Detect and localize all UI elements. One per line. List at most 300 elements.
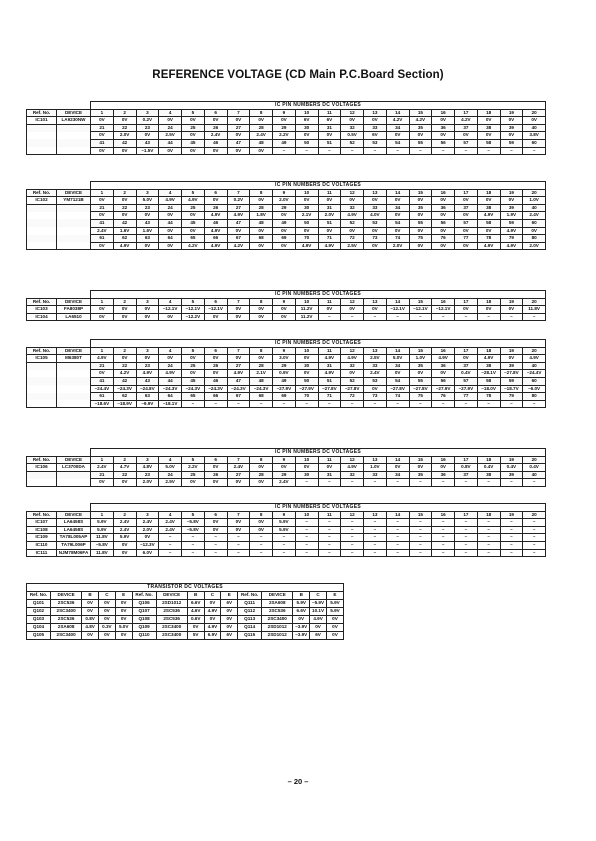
pin-voltage: 0V [273,212,296,220]
pin-number: 31 [318,471,341,479]
pin-voltage: 0V [227,526,250,534]
pin-voltage: 0V [159,242,182,250]
device-empty [57,219,91,227]
pin-voltage: 0.2V [136,117,159,125]
pin-voltage: 3.0V [273,355,296,363]
column-header: B [293,592,310,600]
pin-voltage: 0V [364,227,387,235]
pin-number: 57 [455,377,478,385]
pin-voltage: 0V [273,227,296,235]
pin-voltage: – [159,549,182,557]
pin-voltage: 0V [136,132,159,140]
pin-voltage: – [432,400,455,408]
table-header-blank [27,504,91,512]
pin-voltage: 0V [91,117,114,125]
ref-no: IC111 [27,549,57,557]
pin-voltage: 0V [227,132,250,140]
pin-number: 18 [477,298,500,306]
device-name: TA79L006P [57,541,91,549]
terminal-voltage: 0V [326,616,343,624]
device-name: 2SD1012 [156,600,187,608]
pin-voltage: 0V [273,313,296,321]
ref-no-header: Ref. No. [27,347,57,355]
pin-voltage: – [477,400,500,408]
pin-voltage: 0V [386,464,409,472]
pin-voltage: 0V [455,242,478,250]
pin-voltage: 2.4V [91,227,114,235]
device-name: 2SD1012 [262,632,293,640]
pin-voltage: – [409,400,432,408]
pin-number: 27 [227,362,250,370]
pin-voltage: 4.9V [295,242,318,250]
pin-number: 40 [523,362,546,370]
pin-number: 34 [386,362,409,370]
pin-voltage: – [227,534,250,542]
pin-number: 7 [227,189,250,197]
pin-voltage: 3.8V [523,132,546,140]
pin-number: 25 [182,204,205,212]
pin-voltage: 6V [364,132,387,140]
pin-voltage: 0V [91,197,114,205]
ref-no: Q108 [132,616,156,624]
pin-number: 7 [227,456,250,464]
table-header: TRANSISTOR DC VOLTAGES [27,584,344,592]
pin-voltage: 5.9V [273,519,296,527]
pin-voltage: 0V [318,132,341,140]
terminal-voltage: 0V [326,624,343,632]
pin-voltage: – [364,147,387,155]
pin-number: 2 [113,347,136,355]
pin-voltage: – [273,400,296,408]
column-header: C [204,592,221,600]
terminal-voltage: 0V [310,624,327,632]
pin-voltage: 0V [477,197,500,205]
pin-number: 12 [341,189,364,197]
pin-voltage: – [295,400,318,408]
pin-voltage: –27.8V [386,385,409,393]
pin-voltage: 4.9V [432,355,455,363]
pin-voltage: 0V [250,355,273,363]
pin-voltage: 0V [113,306,136,314]
ref-no-header: Ref. No. [27,456,57,464]
pin-voltage: 0V [386,212,409,220]
terminal-voltage: 0V [293,616,310,624]
terminal-voltage: 5V [187,632,204,640]
column-header: C [98,592,115,600]
pin-voltage: –18.9V [113,400,136,408]
pin-number: 4 [159,109,182,117]
ref-no-empty [27,393,57,401]
column-header: E [326,592,343,600]
pin-voltage: 0V [364,197,387,205]
pin-voltage: – [386,519,409,527]
pin-number: 11 [318,189,341,197]
pin-voltage: 0V [182,355,205,363]
pin-voltage: 0V [204,519,227,527]
pin-number: 51 [318,139,341,147]
pin-voltage: – [227,549,250,557]
pin-number: 60 [523,139,546,147]
pin-voltage: 0V [250,464,273,472]
pin-number: 46 [204,377,227,385]
device-name: 2SC536 [156,616,187,624]
pin-number: 24 [159,204,182,212]
pin-number: 3 [136,189,159,197]
pin-voltage: 4.9V [204,227,227,235]
device-header: DEVICE [57,189,91,197]
pin-voltage: – [500,400,523,408]
pin-voltage: 0V [341,197,364,205]
pin-voltage: 0V [204,147,227,155]
pin-number: 72 [341,393,364,401]
pin-voltage: 2.0V [523,242,546,250]
device-empty [57,235,91,243]
pin-voltage: –27.9V [273,385,296,393]
pin-voltage: 4.9V [227,370,250,378]
pin-voltage: –27.8V [341,385,364,393]
pin-voltage: 0V [182,227,205,235]
ref-no: IC103 [27,306,57,314]
table-header: IC PIN NUMBERS DC VOLTAGES [91,291,546,299]
pin-voltage: 5.9V [91,519,114,527]
pin-voltage: 2.1V [250,370,273,378]
pin-number: 26 [204,204,227,212]
pin-number: 4 [159,298,182,306]
pin-number: 6 [204,109,227,117]
pin-voltage: 0V [159,355,182,363]
pin-number: 24 [159,124,182,132]
pin-voltage: 2.4V [227,464,250,472]
pin-voltage: 6V [318,117,341,125]
pin-voltage: 0V [204,526,227,534]
pin-number: 44 [159,219,182,227]
pin-number: 30 [295,124,318,132]
ref-no-empty [27,400,57,408]
pin-voltage: 0V [113,313,136,321]
pin-voltage: 2.0V [136,479,159,487]
pin-voltage: – [250,541,273,549]
pin-voltage: 2.4V [113,526,136,534]
pin-voltage: 0V [432,132,455,140]
table-header-blank [27,291,91,299]
pin-voltage: 2.5V [341,242,364,250]
pin-voltage: 0V [250,197,273,205]
pin-voltage: 0V [432,212,455,220]
pin-number: 6 [204,298,227,306]
pin-voltage: 0V [91,242,114,250]
pin-voltage: – [341,526,364,534]
pin-number: 55 [409,139,432,147]
pin-number: 17 [455,456,478,464]
ref-no-empty [27,204,57,212]
ref-no: IC110 [27,541,57,549]
device-name: 2SC3400 [156,624,187,632]
pin-number: 31 [318,204,341,212]
pin-number: 61 [91,235,114,243]
pin-number: 13 [364,298,387,306]
pin-number: 14 [386,189,409,197]
pin-voltage: 0V [227,306,250,314]
pin-number: 11 [318,347,341,355]
ref-no-empty [27,219,57,227]
ref-no: Q102 [27,608,51,616]
pin-number: 3 [136,347,159,355]
pin-voltage: – [455,147,478,155]
pin-voltage: – [159,541,182,549]
pin-number: 9 [273,298,296,306]
pin-voltage: 2.5V [364,355,387,363]
terminal-voltage: 5.9V [326,608,343,616]
column-header: E [115,592,132,600]
pin-number: 12 [341,298,364,306]
pin-number: 53 [364,377,387,385]
terminal-voltage: 0V [98,632,115,640]
terminal-voltage: –5.9V [310,600,327,608]
pin-voltage: 0V [113,212,136,220]
pin-voltage: – [455,519,478,527]
ic-voltage-table [26,448,546,487]
ref-no: Q109 [132,624,156,632]
pin-voltage: 0V [273,464,296,472]
pin-voltage: 1.0V [364,464,387,472]
pin-voltage: 4.8V [136,464,159,472]
pin-number: 12 [341,456,364,464]
pin-number: 59 [500,377,523,385]
pin-voltage: 0V [113,479,136,487]
pin-voltage: 0.4V [455,370,478,378]
pin-voltage: – [523,313,546,321]
pin-number: 48 [250,139,273,147]
pin-voltage: 0V [500,117,523,125]
pin-voltage: 0V [477,117,500,125]
pin-voltage: 0V [250,117,273,125]
pin-number: 33 [364,362,387,370]
pin-number: 27 [227,204,250,212]
terminal-voltage: 0V [115,616,132,624]
pin-number: 15 [409,456,432,464]
ref-no-empty [27,242,57,250]
pin-number: 56 [432,377,455,385]
pin-number: 15 [409,298,432,306]
terminal-voltage: 6.6V [293,608,310,616]
device-name: 2SA608 [262,600,293,608]
pin-number: 1 [91,189,114,197]
pin-voltage: – [523,549,546,557]
pin-voltage: –27.8V [318,385,341,393]
terminal-voltage: 0V [82,600,99,608]
pin-number: 74 [386,393,409,401]
pin-number: 26 [204,362,227,370]
ref-no-header: Ref. No. [27,189,57,197]
pin-number: 16 [432,298,455,306]
pin-voltage: 0V [432,117,455,125]
pin-voltage: 2.0V [386,242,409,250]
pin-number: 53 [364,219,387,227]
pin-number: 14 [386,347,409,355]
pin-voltage: 4.9V [477,212,500,220]
pin-voltage: 0V [91,479,114,487]
pin-number: 63 [136,393,159,401]
pin-voltage: – [409,534,432,542]
pin-number: 39 [500,471,523,479]
pin-number: 33 [364,124,387,132]
pin-voltage: 0V [409,212,432,220]
device-empty [57,124,91,132]
pin-voltage: 4.9V [477,355,500,363]
pin-number: 68 [250,235,273,243]
pin-number: 29 [273,362,296,370]
pin-number: 35 [409,124,432,132]
pin-voltage: 1.0V [523,197,546,205]
pin-number: 18 [477,456,500,464]
pin-voltage: 0V [523,117,546,125]
pin-number: 19 [500,456,523,464]
pin-voltage: – [455,313,478,321]
pin-voltage: 0V [500,132,523,140]
pin-voltage: – [273,147,296,155]
pin-voltage: 0V [386,227,409,235]
ref-no: Q106 [132,600,156,608]
pin-voltage: 0V [91,306,114,314]
column-header: C [310,592,327,600]
pin-voltage: –12.1V [409,306,432,314]
pin-voltage: – [295,526,318,534]
pin-number: 26 [204,124,227,132]
device-name: 2SC536 [156,608,187,616]
pin-number: 40 [523,204,546,212]
pin-voltage: 0V [182,370,205,378]
pin-number: 20 [523,298,546,306]
terminal-voltage: 4.6V [187,608,204,616]
table-header: IC PIN NUMBERS DC VOLTAGES [91,102,546,110]
pin-number: 5 [182,456,205,464]
pin-voltage: 0V [432,197,455,205]
pin-number: 50 [295,377,318,385]
pin-number: 4 [159,511,182,519]
pin-number: 10 [295,347,318,355]
pin-voltage: 4.9V [341,212,364,220]
pin-number: 30 [295,362,318,370]
pin-voltage: 0V [91,212,114,220]
pin-voltage: 2.4V [91,464,114,472]
pin-number: 1 [91,298,114,306]
pin-number: 4 [159,347,182,355]
pin-voltage: – [318,541,341,549]
terminal-voltage: 4.9V [204,608,221,616]
terminal-voltage: 4.9V [204,624,221,632]
pin-voltage: 4.0V [364,212,387,220]
pin-number: 20 [523,109,546,117]
pin-voltage: 4.2V [227,242,250,250]
pin-voltage: –18.6V [91,400,114,408]
pin-voltage: – [250,549,273,557]
column-header: Ref. No. [132,592,156,600]
pin-number: 80 [523,393,546,401]
pin-number: 37 [455,362,478,370]
pin-voltage: 0V [409,464,432,472]
pin-number: 1 [91,109,114,117]
pin-number: 3 [136,456,159,464]
pin-voltage: 4.9V [318,370,341,378]
pin-voltage: 0V [113,197,136,205]
pin-number: 49 [273,377,296,385]
pin-number: 10 [295,456,318,464]
pin-voltage: 0.4V [523,464,546,472]
pin-number: 7 [227,298,250,306]
pin-voltage: 0V [113,355,136,363]
pin-number: 58 [477,139,500,147]
pin-voltage: 2.1V [295,212,318,220]
pin-number: 79 [500,393,523,401]
pin-number: 18 [477,109,500,117]
terminal-voltage: 0V [326,632,343,640]
pin-number: 43 [136,377,159,385]
pin-voltage: 0V [364,306,387,314]
pin-voltage: –12.1V [432,306,455,314]
pin-number: 11 [318,456,341,464]
pin-voltage: 0V [432,370,455,378]
pin-voltage: 4.9V [227,212,250,220]
pin-voltage: – [182,549,205,557]
ref-no-header: Ref. No. [27,298,57,306]
pin-voltage: 2.0V [318,212,341,220]
pin-number: 17 [455,189,478,197]
ref-no: Q114 [238,624,262,632]
terminal-voltage: –3.9V [293,632,310,640]
ref-no-empty [27,362,57,370]
pin-voltage: 0V [250,526,273,534]
pin-number: 26 [204,471,227,479]
pin-voltage: 0V [113,147,136,155]
pin-voltage: 0V [523,227,546,235]
pin-number: 2 [113,109,136,117]
pin-voltage: – [500,479,523,487]
pin-voltage: 0V [409,370,432,378]
pin-number: 19 [500,511,523,519]
pin-voltage: – [386,479,409,487]
pin-number: 17 [455,511,478,519]
device-header: DEVICE [57,347,91,355]
pin-voltage: – [364,526,387,534]
pin-voltage: 0V [113,541,136,549]
ref-no: Q104 [27,624,51,632]
table-header-blank [27,102,91,110]
pin-voltage: 0V [364,242,387,250]
pin-number: 32 [341,124,364,132]
pin-voltage: – [409,519,432,527]
pin-voltage: 0V [182,132,205,140]
pin-voltage: 11.8V [523,306,546,314]
terminal-voltage: 5.9V [326,600,343,608]
pin-voltage: 0V [273,242,296,250]
pin-voltage: – [364,519,387,527]
table-header: IC PIN NUMBERS DC VOLTAGES [91,340,546,348]
pin-voltage: –24.3V [204,385,227,393]
pin-voltage: 0V [409,197,432,205]
pin-voltage: – [364,534,387,542]
pin-voltage: 0V [250,147,273,155]
pin-number: 2 [113,298,136,306]
pin-voltage: 5.9V [273,526,296,534]
pin-voltage: 2.4V [523,212,546,220]
pin-voltage: 4.9V [477,242,500,250]
pin-voltage: 4.2V [455,117,478,125]
device-empty [57,132,91,140]
pin-voltage: – [295,541,318,549]
device-name: 2SC536 [51,600,82,608]
pin-voltage: – [250,400,273,408]
pin-voltage: – [432,541,455,549]
